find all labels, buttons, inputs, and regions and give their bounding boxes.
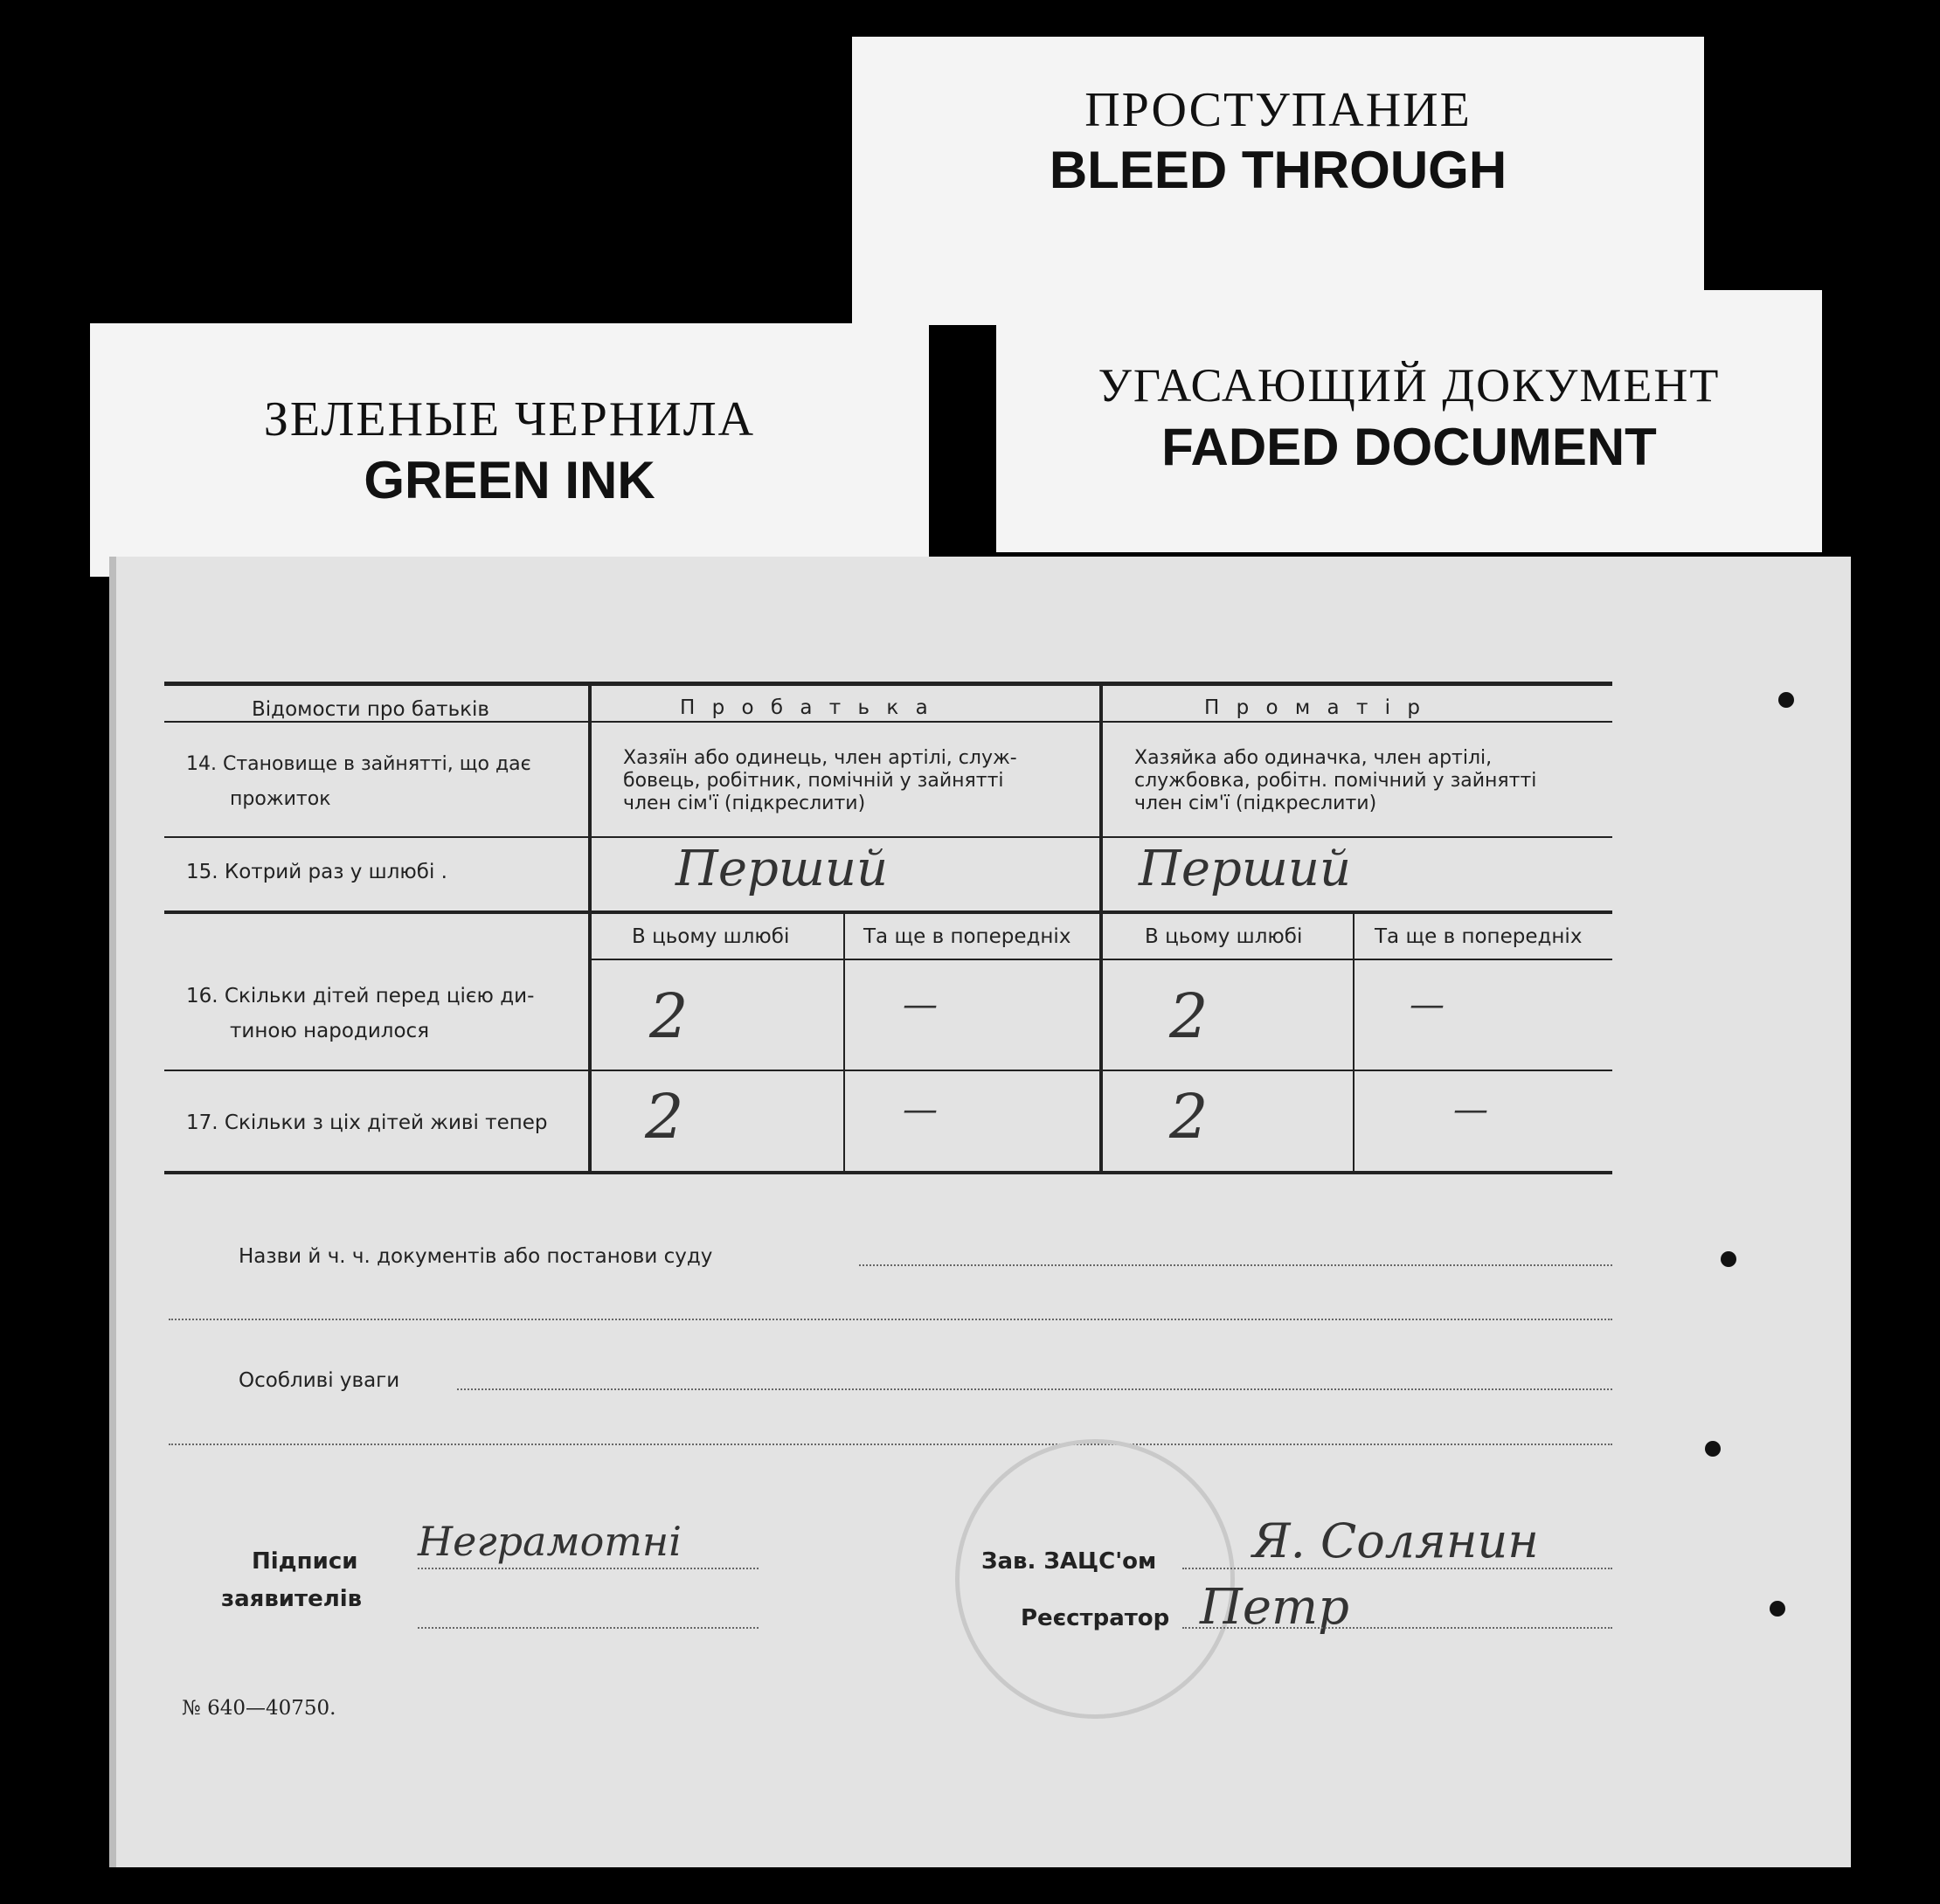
registrar-signature: Петр [1200, 1579, 1349, 1636]
table-rule [164, 1070, 1612, 1071]
table-bottom-rule [164, 1171, 1612, 1174]
subheader-previous: Та ще в попередніх [863, 925, 1071, 948]
card-title-ru: УГАСАЮЩИЙ ДОКУМЕНТ [1098, 359, 1721, 412]
signature-line [418, 1627, 759, 1629]
row14-father-text: член сім'ї (підкреслити) [623, 793, 866, 814]
row17-mother-prev: — [1453, 1090, 1488, 1130]
header-parents-info: Відомости про батьків [252, 698, 489, 721]
punch-hole [1721, 1251, 1736, 1267]
row14-label: 14. Становище в зайнятті, що дає [186, 753, 531, 775]
row14-mother-text: Хазяйка або одиначка, член артілі, [1134, 747, 1493, 769]
table-col-divider [843, 914, 845, 1173]
documents-line [169, 1319, 1612, 1320]
row15-label: 15. Котрий раз у шлюбі . [186, 861, 447, 883]
remarks-line [169, 1444, 1612, 1445]
row14-father-text: бовець, робітник, помічній у зайнятті [623, 770, 1004, 792]
remarks-line [457, 1388, 1612, 1390]
signatures-label: Підписи [252, 1548, 358, 1575]
table-top-rule [164, 682, 1612, 686]
punch-hole [1770, 1601, 1785, 1617]
table-col-divider [1353, 914, 1355, 1173]
row14-label-cont: прожиток [230, 788, 331, 810]
card-title-en: FADED DOCUMENT [1161, 418, 1657, 476]
row16-mother-prev: — [1410, 985, 1445, 1025]
card-title-en: BLEED THROUGH [1049, 141, 1507, 199]
head-signature: Я. Солянин [1252, 1513, 1539, 1568]
row16-label: 16. Скільки дітей перед цією ди- [186, 985, 535, 1007]
registrar-label: Реєстратор [1021, 1605, 1170, 1631]
faded-document-card [996, 290, 1822, 552]
remarks-label: Особливі уваги [239, 1369, 400, 1392]
row16-mother-this: 2 [1169, 980, 1209, 1052]
card-title-ru: ПРОСТУПАНИЕ [1084, 83, 1472, 137]
documents-label: Назви й ч. ч. документів або постанови суду [239, 1245, 713, 1268]
signature-line [418, 1568, 759, 1569]
row14-father-text: Хазяїн або одинець, член артілі, служ- [623, 747, 1017, 769]
green-ink-card [90, 323, 929, 577]
card-title-ru: ЗЕЛЕНЫЕ ЧЕРНИЛА [263, 392, 756, 447]
row15-father-handwriting: Перший [676, 841, 889, 897]
bleed-through-card [852, 37, 1704, 325]
subheader-this-marriage: В цьому шлюбі [1145, 925, 1303, 948]
row16-father-this: 2 [649, 980, 689, 1052]
row17-label: 17. Скільки з ціх дітей живі тепер [186, 1111, 548, 1134]
form-number: № 640—40750. [182, 1697, 336, 1720]
head-label: Зав. ЗАЦС'ом [981, 1548, 1157, 1575]
row17-father-prev: — [903, 1090, 938, 1130]
subheader-previous: Та ще в попередніх [1375, 925, 1583, 948]
punch-hole [1705, 1441, 1721, 1457]
row17-mother-this: 2 [1169, 1081, 1209, 1153]
table-rule [164, 836, 1612, 838]
row16-father-prev: — [903, 985, 938, 1025]
table-rule [164, 910, 1612, 914]
registry-form [109, 557, 1851, 1867]
round-stamp [955, 1439, 1235, 1719]
punch-hole [1778, 692, 1794, 708]
documents-line [859, 1264, 1612, 1266]
signatures-label: заявителів [221, 1586, 363, 1612]
applicant-signature: Неграмотні [418, 1518, 682, 1565]
row17-father-this: 2 [645, 1081, 684, 1153]
row15-mother-handwriting: Перший [1139, 841, 1352, 897]
row16-label-cont: тиною народилося [230, 1020, 430, 1042]
header-mother: П р о м а т і р [1204, 696, 1425, 719]
signature-line [1182, 1568, 1612, 1569]
signature-line [1182, 1627, 1612, 1629]
table-col-divider [1099, 686, 1103, 1173]
header-father: П р о б а т ь к а [680, 696, 933, 719]
card-title-en: GREEN INK [364, 451, 655, 509]
table-col-divider [588, 686, 592, 1173]
row14-mother-text: член сім'ї (підкреслити) [1134, 793, 1377, 814]
row14-mother-text: службовка, робітн. помічний у зайнятті [1134, 770, 1537, 792]
table-rule [164, 721, 1612, 723]
subheader-this-marriage: В цьому шлюбі [632, 925, 790, 948]
